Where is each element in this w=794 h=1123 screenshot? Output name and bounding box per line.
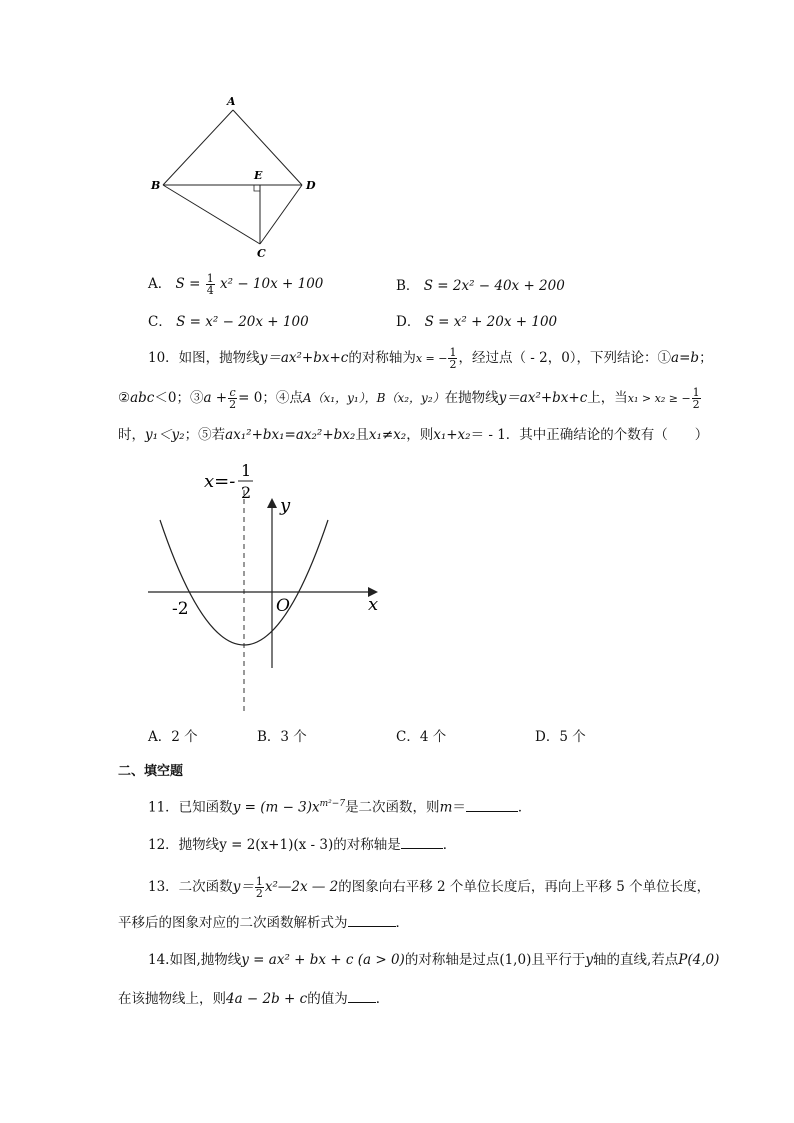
q10-line-3: 时，y₁＜y₂；⑤若ax₁²+bx₁=ax₂²+bx₂且x₁≠x₂，则x₁+x₂＝ - 1．其中正确结论的个数有（ ） (118, 427, 709, 443)
q9-option-b[interactable]: B． S = 2x² − 40x + 200 (396, 278, 565, 294)
y-axis-label: y (280, 495, 291, 516)
symmetry-axis-label: x=- (204, 471, 236, 492)
geometry-figure-abcd (140, 90, 330, 265)
fraction: $\frac{1}{4}$ (206, 272, 214, 297)
q13-line-1: 13．二次函数y＝ $\frac{1}{2}$ x²—2x — 2的图象向右平移 2 个单位长度后，再向上平移 5 个单位长度， (148, 875, 711, 900)
symmetry-axis-frac-den: 2 (241, 483, 252, 502)
answer-blank[interactable] (348, 912, 396, 927)
q9-option-d[interactable]: D． S = x² + 20x + 100 (396, 314, 558, 330)
q10-line-1: 10．如图，抛物线y＝ax²+bx+c的对称轴为x = − $\frac{1}{2}$ ，经过点（ - 2，0），下列结论：①a=b； (148, 346, 713, 371)
answer-blank[interactable] (348, 988, 376, 1003)
q10-option-d[interactable]: D．5 个 (535, 729, 586, 745)
fraction: $\frac{1}{2}$ (692, 386, 700, 411)
vertex-label-e: E (254, 169, 263, 182)
x-axis-label: x (368, 594, 379, 615)
origin-label: O (276, 596, 290, 616)
symmetry-axis-frac-num: 1 (241, 461, 252, 480)
fraction: $\frac{c}{2}$ (229, 386, 237, 411)
q9-option-a[interactable]: A． S = $\frac{1}{4}$ x² − 10x + 100 (148, 272, 324, 297)
root-label: -2 (172, 599, 189, 619)
q9-option-c[interactable]: C． S = x² − 20x + 100 (148, 314, 309, 330)
q12-line: 12．抛物线y = 2(x+1)(x - 3)的对称轴是 ． (148, 834, 456, 855)
answer-blank[interactable] (401, 834, 443, 849)
answer-blank[interactable] (466, 797, 518, 812)
q14-line-1: 14.如图,抛物线y = ax² + bx + c (a > 0)的对称轴是过点(1,0)且平行于y轴的直线,若点P(4,0) (148, 952, 720, 968)
q14-line-2: 在该抛物线上，则4a − 2b + c的值为 ． (118, 988, 389, 1009)
q10-option-c[interactable]: C．4 个 (396, 729, 447, 745)
vertex-label-b: B (151, 179, 161, 192)
q10-option-a[interactable]: A．2 个 (148, 729, 198, 745)
q11-line: 11．已知函数$y = (m - 3)x^{m^2-7}$是二次函数，则m＝ ． (148, 794, 531, 818)
vertex-label-a: A (227, 95, 236, 108)
fraction: $\frac{1}{2}$ (449, 346, 457, 371)
fraction: $\frac{1}{2}$ (255, 875, 263, 900)
q10-line-2: ②abc＜0；③a + $\frac{c}{2}$ = 0；④点A（x₁，y₁），B（x₂，y₂）在抛物线y＝ax²+bx+c上，当x₁ > x₂ ≥ − $\frac{1}{2}$ (118, 386, 700, 411)
parabola-figure (140, 460, 400, 720)
section-heading: 二、填空题 (118, 764, 184, 779)
q10-option-b[interactable]: B．3 个 (257, 729, 307, 745)
q13-line-2: 平移后的图象对应的二次函数解析式为 ． (118, 912, 409, 933)
vertex-label-c: C (257, 247, 266, 260)
vertex-label-d: D (306, 179, 316, 192)
